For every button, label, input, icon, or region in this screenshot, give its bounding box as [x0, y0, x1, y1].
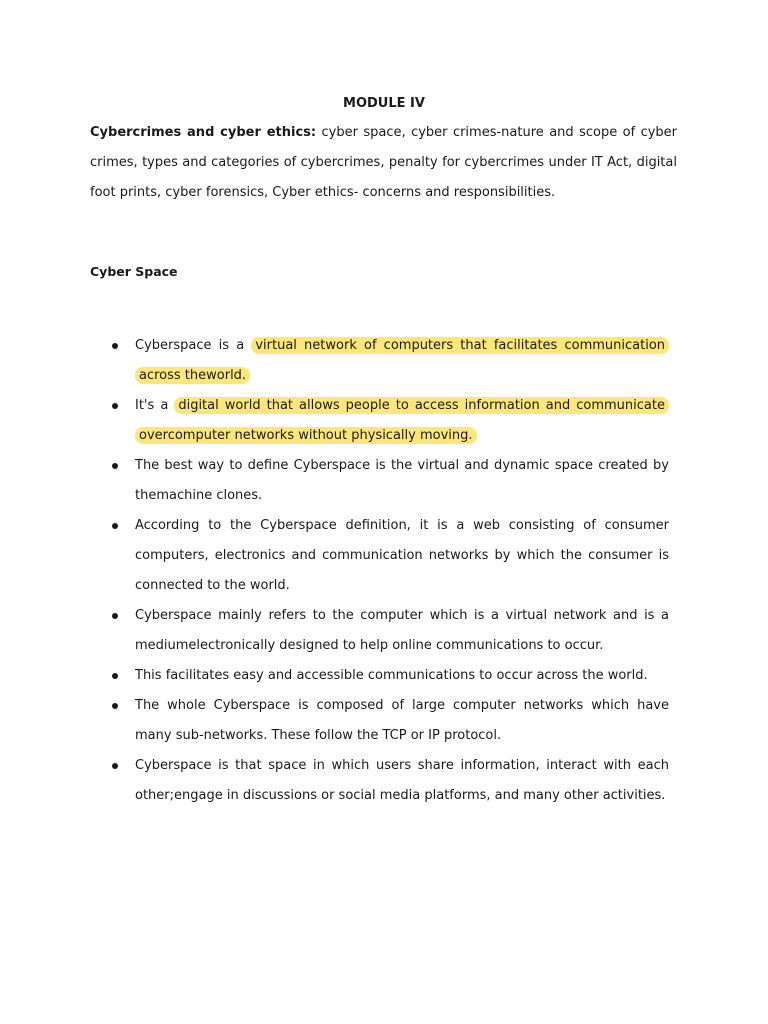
- bullet-icon: [112, 523, 118, 529]
- list-item-text: The best way to define Cyberspace is the virtual and dynamic space created by themachine clones.: [135, 458, 669, 503]
- bullet-icon: [112, 343, 118, 349]
- list-item-text: It's a: [135, 398, 175, 413]
- list-item-text: Cyberspace mainly refers to the computer which is a virtual network and is a mediumelectronically designed to help online communications to occur.: [135, 608, 669, 653]
- list-item: [0, 601, 669, 661]
- list-item: [0, 511, 669, 601]
- intro-paragraph: [90, 118, 677, 208]
- list-item: [0, 661, 669, 691]
- list-item-text: Cyberspace is that space in which users share information, interact with each other;engage in discussions or social media platforms, and many other activities.: [135, 758, 669, 803]
- bullet-icon: [112, 763, 118, 769]
- list-item: [0, 331, 669, 391]
- list-item-text: The whole Cyberspace is composed of large computer networks which have many sub-networks. These follow the TCP or IP protocol.: [135, 698, 669, 743]
- highlighted-text: virtual network of computers that facilitates communication across theworld.: [135, 337, 669, 384]
- module-title: MODULE IV: [343, 96, 425, 111]
- list-item: [0, 751, 669, 811]
- intro-label: Cybercrimes and cyber ethics:: [90, 125, 317, 140]
- list-item: [0, 691, 669, 751]
- list-item-text: According to the Cyberspace definition, it is a web consisting of consumer computers, electronics and communication networks by which the consumer is connected to the world.: [135, 518, 669, 593]
- list-item: [0, 451, 669, 511]
- list-item: [0, 391, 669, 451]
- highlighted-text: digital world that allows people to access information and communicate overcomputer networks without physically moving.: [135, 397, 669, 444]
- bullet-icon: [112, 673, 118, 679]
- bullet-icon: [112, 403, 118, 409]
- bullet-icon: [112, 703, 118, 709]
- list-item-text: Cyberspace is a: [135, 338, 252, 353]
- bullet-list: [0, 331, 768, 811]
- section-heading: Cyber Space: [90, 264, 178, 279]
- intro-text: cyber space, cyber crimes-nature and scope of cyber crimes, types and categories of cybercrimes, penalty for cybercrimes under IT Act, digital foot prints, cyber forensics, Cyber ethics- concerns and responsibilities.: [90, 125, 678, 200]
- list-item-text: This facilitates easy and accessible communications to occur across the world.: [135, 668, 648, 683]
- bullet-icon: [112, 463, 118, 469]
- bullet-icon: [112, 613, 118, 619]
